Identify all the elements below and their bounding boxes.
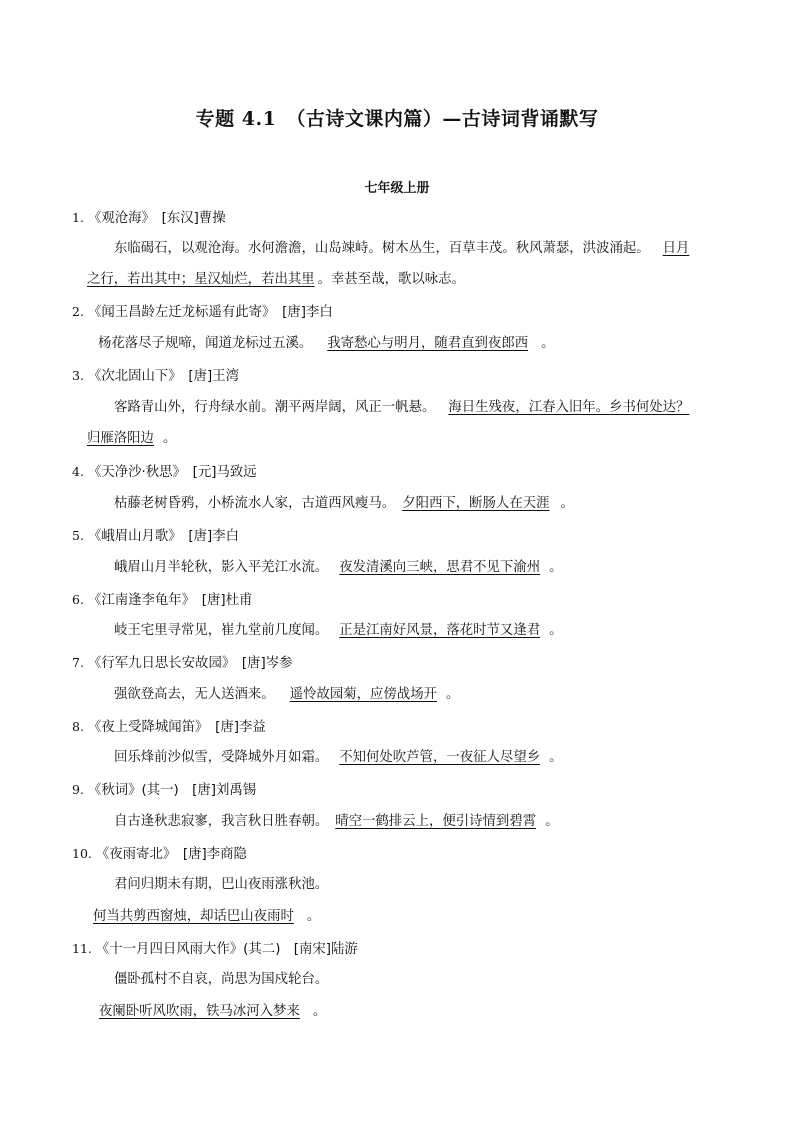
poem-text-6: 岐王宅里寻常见，崔九堂前几度闻。 正是江南好风景，落花时节又逢君 。 <box>114 623 563 638</box>
answer-blank-3b: 归雁洛阳边 <box>87 431 154 446</box>
answer-blank-4: 夕阳西下，断肠人在天涯 <box>402 496 550 511</box>
answer-blank-1a: 日月 <box>662 241 690 256</box>
poem-header-10: 10. 《夜雨寄北》 [唐]李商隐 <box>72 846 247 862</box>
answer-blank-6: 正是江南好风景，落花时节又逢君 <box>339 623 541 638</box>
poem-header-1: 1. 《观沧海》 [东汉]曹操 <box>72 210 226 226</box>
poem-text-5: 峨眉山月半轮秋，影入平羌江水流。 夜发清溪向三峡，思君不见下渝州 。 <box>114 560 563 575</box>
answer-blank-8: 不知何处吹芦管，一夜征人尽望乡 <box>339 750 541 765</box>
poem-text-10: 君问归期未有期，巴山夜雨涨秋池。 <box>114 877 329 892</box>
page-title: 专题 4.1 （古诗文课内篇）—古诗词背诵默写 <box>195 108 599 130</box>
poem-header-8: 8. 《夜上受降城闻笛》 [唐]李益 <box>72 719 266 735</box>
poem-text-2: 杨花落尽子规啼，闻道龙标过五溪。 我寄愁心与明月，随君直到夜郎西 。 <box>98 336 555 351</box>
poem-text-8: 回乐烽前沙似雪，受降城外月如霜。 不知何处吹芦管，一夜征人尽望乡 。 <box>114 750 563 765</box>
poem-text-4: 枯藤老树昏鸦，小桥流水人家，古道西风瘦马。 夕阳西下，断肠人在天涯 。 <box>114 496 574 511</box>
section-heading: 七年级上册 <box>364 181 430 196</box>
poem-header-5: 5. 《峨眉山月歌》 [唐]李白 <box>72 528 239 544</box>
poem-text-1: 东临碣石，以观沧海。水何澹澹，山岛竦峙。树木丛生，百草丰茂。秋风萧瑟，洪波涌起。 日月 <box>114 240 692 258</box>
answer-blank-11: 夜阑卧听风吹雨，铁马冰河入梦来 <box>99 1004 300 1019</box>
poem-text-7: 强欲登高去，无人送酒来。 遥怜故园菊，应傍战场开 。 <box>114 687 460 702</box>
poem-text-11-cont: 夜阑卧听风吹雨，铁马冰河入梦来 。 <box>96 1003 326 1021</box>
poem-text-1-cont: 之行，若出其中；星汉灿烂，若出其里 。幸甚至哉，歌以咏志。 <box>84 271 465 289</box>
answer-blank-9: 晴空一鹤排云上，便引诗情到碧霄 <box>335 814 537 829</box>
poem-header-3: 3. 《次北固山下》 [唐]王湾 <box>72 368 239 384</box>
poem-header-9: 9. 《秋词》(其一) [唐]刘禹锡 <box>72 782 257 798</box>
poem-header-4: 4. 《天净沙·秋思》 [元]马致远 <box>72 464 257 480</box>
answer-blank-3a: 海日生残夜，江春入旧年。乡书何处达？ <box>448 400 690 415</box>
poem-text-10-cont: 何当共剪西窗烛，却话巴山夜雨时 。 <box>90 908 320 926</box>
poem-text-9: 自古逢秋悲寂寥，我言秋日胜春朝。 晴空一鹤排云上，便引诗情到碧霄 。 <box>114 814 559 829</box>
poem-header-2: 2. 《闻王昌龄左迁龙标遥有此寄》 [唐]李白 <box>72 304 333 320</box>
answer-blank-2: 我寄愁心与明月，随君直到夜郎西 <box>327 336 529 351</box>
poem-header-11: 11. 《十一月四日风雨大作》(其二) [南宋]陆游 <box>72 941 358 957</box>
poem-text-3: 客路青山外，行舟绿水前。潮平两岸阔，风正一帆悬。 海日生残夜，江春入旧年。乡书何处达？ <box>114 399 692 417</box>
answer-blank-7: 遥怜故园菊，应傍战场开 <box>289 687 437 702</box>
answer-blank-1b: 之行，若出其中；星汉灿烂，若出其里 <box>87 272 315 287</box>
poem-text-11: 僵卧孤村不自哀，尚思为国戍轮台。 <box>114 972 329 987</box>
poem-header-6: 6. 《江南逢李龟年》 [唐]杜甫 <box>72 592 253 608</box>
answer-blank-5: 夜发清溪向三峡，思君不见下渝州 <box>339 560 541 575</box>
answer-blank-10: 何当共剪西窗烛，却话巴山夜雨时 <box>93 909 294 924</box>
poem-header-7: 7. 《行军九日思长安故园》 [唐]岑参 <box>72 655 293 671</box>
poem-text-3-cont: 归雁洛阳边 。 <box>84 430 176 448</box>
